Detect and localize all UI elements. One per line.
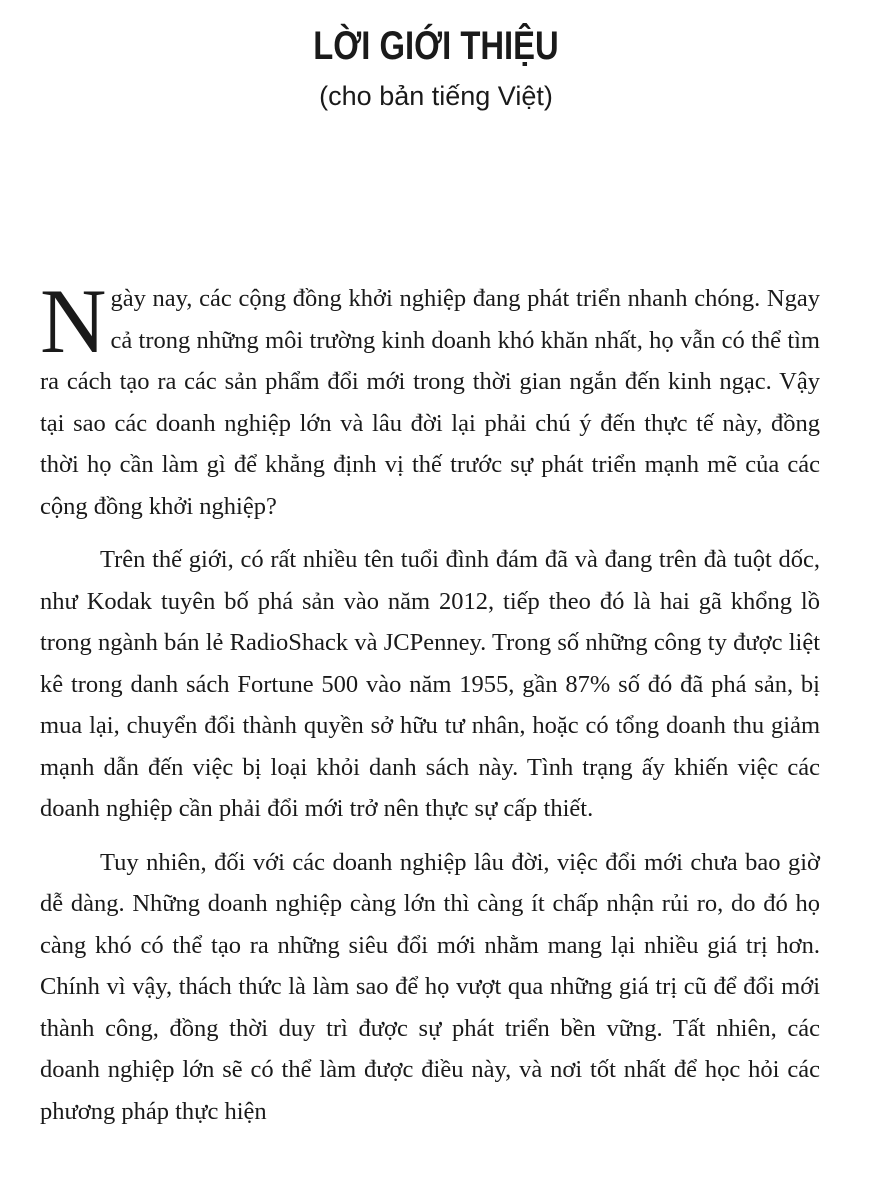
page-subtitle: (cho bản tiếng Việt) — [319, 81, 553, 111]
paragraph-1 — [40, 270, 820, 527]
drop-cap: N — [40, 270, 107, 372]
paragraph-2: Trên thế giới, có rất nhiều tên tuổi đình đám đã và đang trên đà tuột dốc, như Kodak tuyên bố phá sản vào năm 2012, tiếp theo đó là hai gã khổng lồ trong ngành bán lẻ RadioShack và JCPenney. Trong số những công ty được liệt kê trong danh sách Fortune 500 vào năm 1955, gần 87% số đó đã phá sản, bị mua lại, chuyển đổi thành quyền sở hữu tư nhân, hoặc có tổng doanh thu giảm mạnh dẫn đến việc bị loại khỏi danh sách này. Tình trạng ấy khiến việc các doanh nghiệp cần phải đổi mới trở nên thực sự cấp thiết. — [40, 546, 820, 822]
paragraph-1-text: gày nay, các cộng đồng khởi nghiệp đang phát triển nhanh chóng. Ngay cả trong những môi trường kinh doanh khó khăn nhất, họ vẫn có thể tìm ra cách tạo ra các sản phẩm đổi mới trong thời gian ngắn đến kinh ngạc. Vậy tại sao các doanh nghiệp lớn và lâu đời lại phải chú ý đến thực tế này, đồng thời họ cần làm gì để khẳng định vị thế trước sự phát triển mạnh mẽ của các cộng đồng khởi nghiệp? — [40, 285, 820, 520]
paragraph-3: Tuy nhiên, đối với các doanh nghiệp lâu đời, việc đổi mới chưa bao giờ dễ dàng. Những doanh nghiệp càng lớn thì càng ít chấp nhận rủi ro, do đó họ càng khó có thể tạo ra những siêu đổi mới nhằm mang lại nhiều giá trị hơn. Chính vì vậy, thách thức là làm sao để họ vượt qua những giá trị cũ để đổi mới thành công, đồng thời duy trì được sự phát triển bền vững. Tất nhiên, các doanh nghiệp lớn sẽ có thể làm được điều này, và nơi tốt nhất để học hỏi các phương pháp thực hiện — [40, 848, 820, 1125]
body-text — [40, 270, 820, 1132]
page-title: LỜI GIỚI THIỆU — [313, 24, 559, 68]
